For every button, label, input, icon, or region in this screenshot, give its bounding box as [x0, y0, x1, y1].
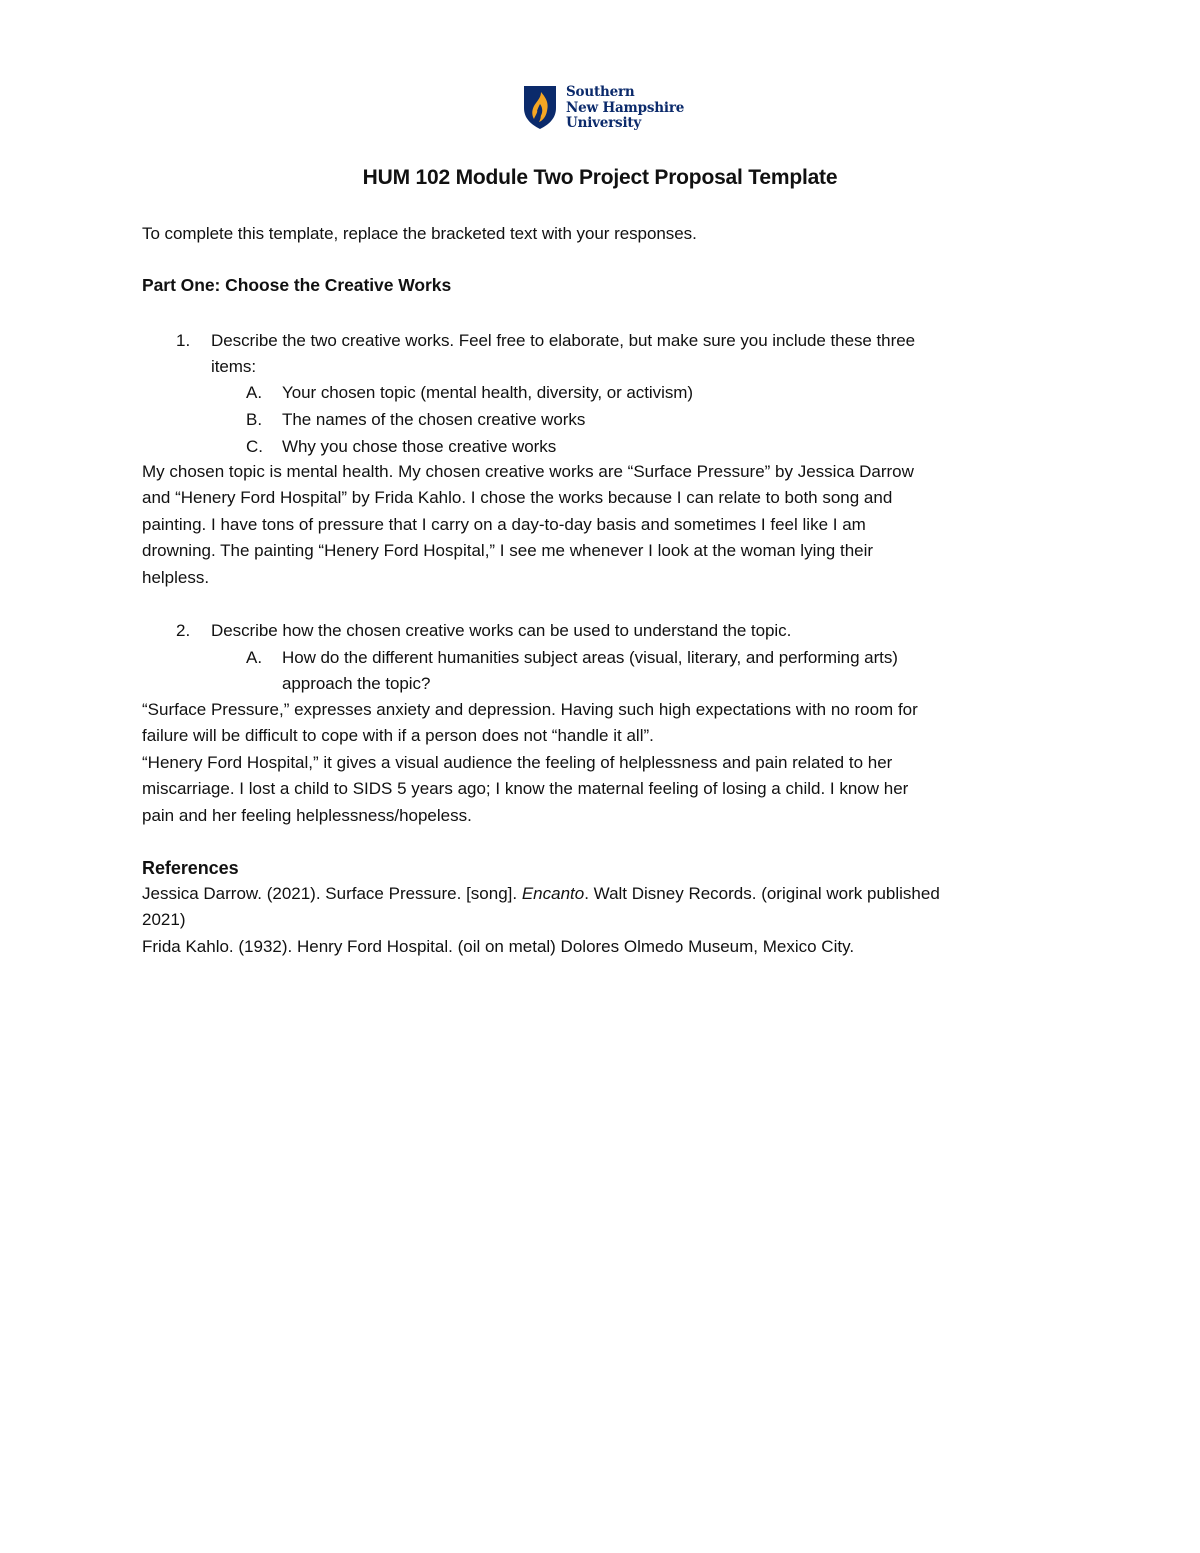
subitem-b-text: The names of the chosen creative works: [282, 410, 586, 429]
item-2-sub-line-2: approach the topic?: [282, 674, 431, 693]
item-2-sub-line-1: How do the different humanities subject areas (visual, literary, and performing arts): [282, 648, 898, 667]
references-heading: References: [142, 858, 239, 878]
answer-2-paragraph: [142, 697, 1072, 829]
references-list: [142, 881, 1072, 960]
reference-1-continuation: 2021): [142, 910, 186, 930]
university-logo: [522, 84, 684, 130]
answer-1-line: drowning. The painting “Henery Ford Hospital,” I see me whenever I look at the woman lying their: [142, 541, 874, 561]
subitem-c-text: Why you chose those creative works: [282, 437, 557, 456]
logo-line-1: Southern: [566, 84, 635, 100]
answer-1-line: painting. I have tons of pressure that I carry on a day-to-day basis and sometimes I feel like I am: [142, 514, 866, 534]
answer-2-line: “Surface Pressure,” expresses anxiety and depression. Having such high expectations with no room for: [142, 700, 918, 719]
answer-1-line: My chosen topic is mental health. My chosen creative works are “Surface Pressure” by Jessica Darrow: [142, 462, 914, 481]
logo-line-2: New Hampshire: [566, 99, 685, 116]
answer-1-line: helpless.: [142, 567, 210, 587]
logo-wordmark: [566, 85, 684, 132]
item-1-number: 1.: [176, 331, 191, 350]
answer-1-line: and “Henery Ford Hospital” by Frida Kahlo. I chose the works because I can relate to both song and: [142, 488, 893, 508]
answer-2-line: “Henery Ford Hospital,” it gives a visual audience the feeling of helplessness and pain related to her: [142, 752, 893, 772]
reference-1: [142, 881, 1072, 907]
subitem-a-letter: A.: [246, 383, 263, 402]
subitem-b-letter: B.: [246, 410, 263, 429]
reference-1-album-title: Encanto: [521, 884, 585, 903]
logo-line-3: University: [566, 115, 642, 131]
item-2-number: 2.: [176, 621, 191, 640]
answer-2-line: pain and her feeling helplessness/hopeless.: [142, 805, 472, 825]
item-2-sub-letter: A.: [246, 648, 263, 667]
answer-1-paragraph: [142, 459, 1072, 591]
item-1-line-1: Describe the two creative works. Feel free to elaborate, but make sure you include these three: [211, 331, 915, 350]
answer-2-line: miscarriage. I lost a child to SIDS 5 years ago; I know the maternal feeling of losing a child. I know her: [142, 779, 909, 799]
part-one-heading: Part One: Choose the Creative Works: [142, 275, 452, 295]
subitem-a-text: Your chosen topic (mental health, diversity, or activism): [282, 383, 693, 402]
reference-1-part-1: Jessica Darrow. (2021). Surface Pressure. [song].: [142, 884, 522, 903]
answer-2-line: failure will be difficult to cope with if a person does not “handle it all”.: [142, 726, 654, 746]
reference-2: Frida Kahlo. (1932). Henry Ford Hospital. (oil on metal) Dolores Olmedo Museum, Mexico City.: [142, 936, 855, 956]
reference-1-part-2: . Walt Disney Records. (original work published: [584, 884, 940, 903]
intro-text: To complete this template, replace the bracketed text with your responses.: [142, 224, 697, 243]
subitem-c-letter: C.: [246, 437, 263, 456]
document-title: HUM 102 Module Two Project Proposal Template: [362, 166, 838, 189]
item-2-line-1: Describe how the chosen creative works can be used to understand the topic.: [211, 621, 792, 640]
item-1-line-2: items:: [211, 357, 257, 376]
flame-shield-icon: [522, 84, 558, 130]
